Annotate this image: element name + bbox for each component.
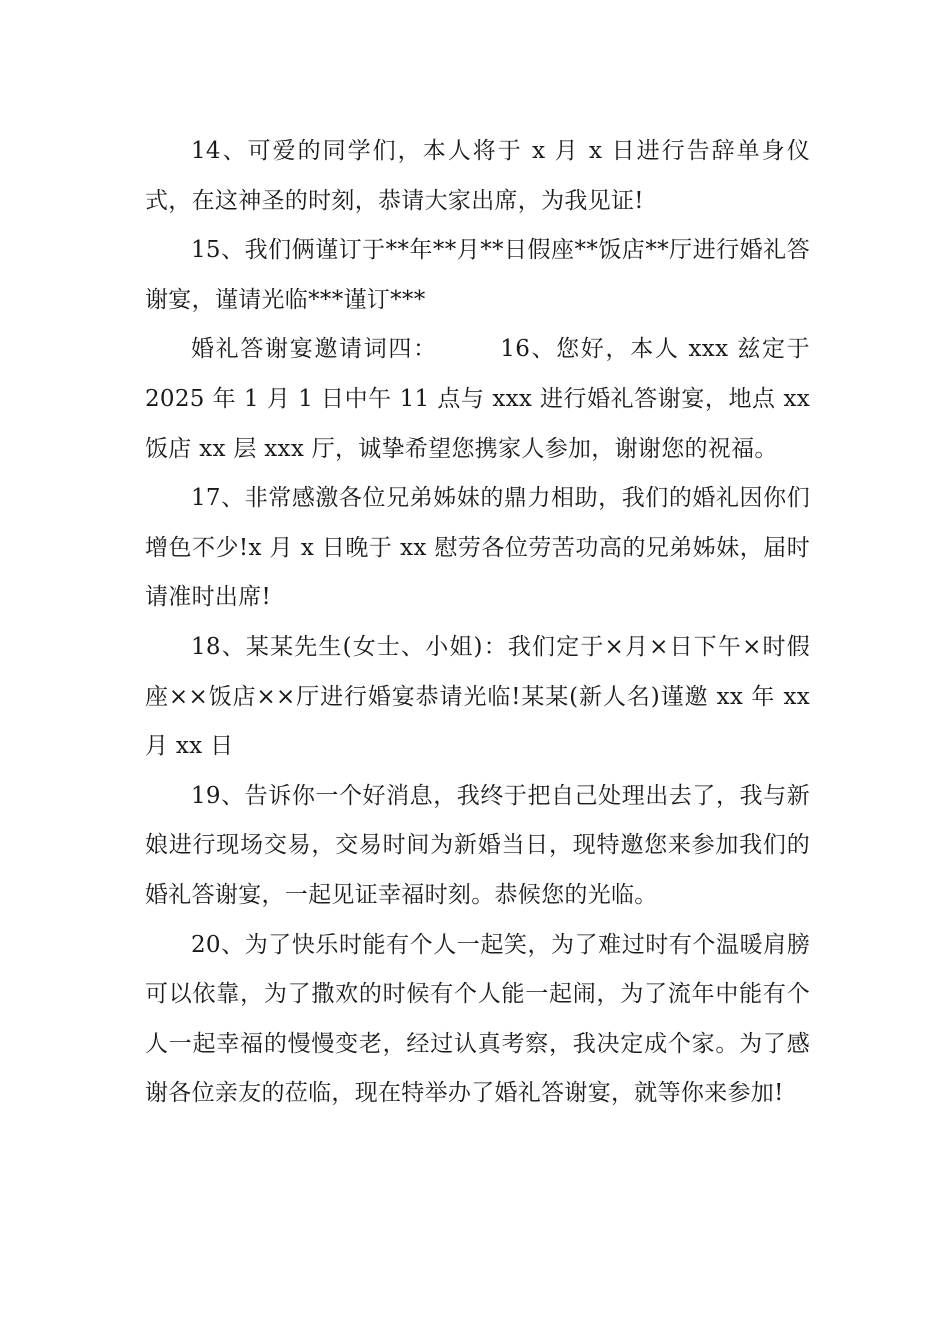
- document-body: [145, 127, 810, 1119]
- paragraph-15: 15、我们俩谨订于**年**月**日假座**饭店**厅进行婚礼答谢宴，谨请光临***谨订***: [145, 237, 810, 313]
- paragraph-20: 20、为了快乐时能有个人一起笑，为了难过时有个温暖肩膀可以依靠，为了撒欢的时候有个人能一起闹，为了流年中能有个人一起幸福的慢慢变老，经过认真考察，我决定成个家。为了感谢各位亲友的莅临，现在特举办了婚礼答谢宴，就等你来参加!: [145, 931, 810, 1107]
- paragraph-19: 19、告诉你一个好消息，我终于把自己处理出去了，我与新娘进行现场交易，交易时间为新婚当日，现特邀您来参加我们的婚礼答谢宴，一起见证幸福时刻。恭候您的光临。: [145, 782, 810, 908]
- paragraph-16: 婚礼答谢宴邀请词四： 16、您好，本人 xxx 兹定于2025 年 1 月 1 日中午 11 点与 xxx 进行婚礼答谢宴，地点 xx 饭店 xx 层 xxx 厅，诚挚希望您携家人参加，谢谢您的祝福。: [145, 336, 810, 462]
- paragraph-14: 14、可爱的同学们，本人将于 x 月 x 日进行告辞单身仪式，在这神圣的时刻，恭请大家出席，为我见证!: [145, 138, 810, 214]
- paragraph-18: 18、某某先生(女士、小姐)：我们定于×月×日下午×时假座××饭店××厅进行婚宴恭请光临!某某(新人名)谨邀 xx 年 xx 月 xx 日: [145, 633, 810, 760]
- paragraph-17: 17、非常感激各位兄弟姊妹的鼎力相助，我们的婚礼因你们增色不少!x 月 x 日晚于 xx 慰劳各位劳苦功高的兄弟姊妹，届时请准时出席!: [145, 485, 810, 611]
